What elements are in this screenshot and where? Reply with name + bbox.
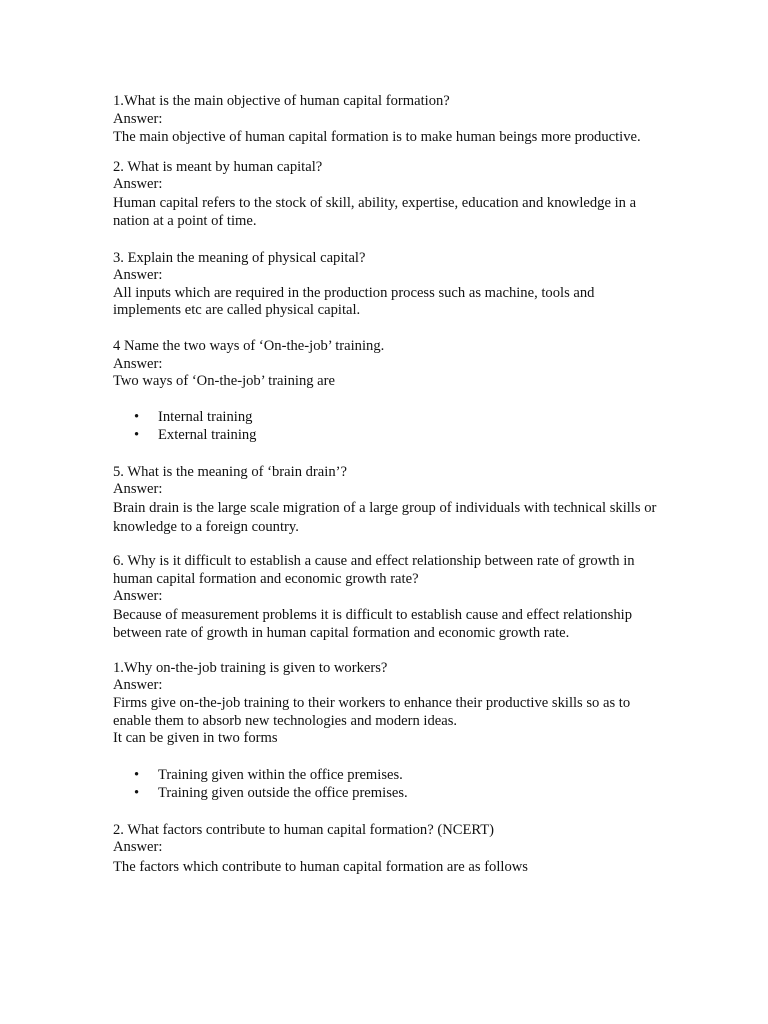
answer-text: Because of measurement problems it is difficult to establish cause and effect relationship between rate of growth in human capital formation and economic growth rate.	[113, 606, 633, 642]
list-item	[113, 426, 658, 444]
document-page	[113, 93, 658, 878]
answer-text: The factors which contribute to human capital formation are as follows	[113, 858, 528, 875]
bullet-icon: •	[134, 426, 140, 443]
question-text: 4 Name the two ways of ‘On-the-job’ training.	[113, 338, 385, 355]
question-text: 1.Why on-the-job training is given to workers?	[113, 659, 388, 676]
spacer	[113, 391, 658, 408]
bullet-list	[113, 766, 658, 802]
bullet-icon: •	[134, 766, 140, 783]
answer-label: Answer:	[113, 839, 163, 856]
qa-block	[113, 250, 658, 319]
question-text: 2. What is meant by human capital?	[113, 158, 323, 175]
qa-block	[113, 159, 658, 231]
answer-label: Answer:	[113, 176, 163, 193]
list-item	[113, 408, 658, 426]
qa-block	[113, 660, 658, 802]
bullet-icon: •	[134, 408, 140, 425]
bullet-list	[113, 408, 658, 444]
list-item	[113, 784, 658, 802]
answer-text: Human capital refers to the stock of skill, ability, expertise, education and knowledge in a nation at a point of time.	[113, 194, 637, 230]
qa-block	[113, 822, 658, 878]
list-item	[113, 766, 658, 784]
answer-extra-text: It can be given in two forms	[113, 730, 278, 747]
question-text: 5. What is the meaning of ‘brain drain’?	[113, 463, 347, 480]
answer-text: The main objective of human capital formation is to make human beings more productive.	[113, 129, 641, 146]
answer-label: Answer:	[113, 481, 163, 498]
list-item-text: External training	[158, 426, 257, 443]
qa-block	[113, 338, 658, 444]
question-text: 6. Why is it difficult to establish a cause and effect relationship between rate of growth in human capital formation and economic growth rate?	[113, 553, 635, 587]
qa-block	[113, 464, 658, 536]
question-text: 2. What factors contribute to human capital formation? (NCERT)	[113, 821, 495, 838]
bullet-icon: •	[134, 784, 140, 801]
list-item-text: Training given outside the office premises.	[158, 784, 408, 801]
spacer	[113, 802, 658, 822]
answer-text: Firms give on-the-job training to their workers to enhance their productive skills so as to enable them to absorb new technologies and modern ideas.	[113, 695, 631, 729]
list-item-text: Training given within the office premises.	[158, 766, 403, 783]
answer-label: Answer:	[113, 110, 163, 127]
spacer	[113, 444, 658, 464]
list-item-text: Internal training	[158, 408, 253, 425]
answer-label: Answer:	[113, 588, 163, 605]
answer-label: Answer:	[113, 677, 163, 694]
question-text: 3. Explain the meaning of physical capital?	[113, 249, 366, 266]
spacer	[113, 231, 658, 250]
answer-label: Answer:	[113, 355, 163, 372]
qa-block	[113, 553, 658, 643]
spacer	[113, 748, 658, 766]
qa-block	[113, 93, 658, 147]
spacer	[113, 147, 658, 159]
answer-text: Brain drain is the large scale migration of a large group of individuals with technical skills or knowledge to a foreign country.	[113, 500, 657, 535]
spacer	[113, 536, 658, 553]
answer-text: Two ways of ‘On-the-job’ training are	[113, 373, 335, 390]
question-text: 1.What is the main objective of human capital formation?	[113, 93, 450, 109]
spacer	[113, 643, 658, 660]
answer-text: All inputs which are required in the production process such as machine, tools and implements etc are called physical capital.	[113, 285, 595, 319]
spacer	[113, 319, 658, 338]
answer-label: Answer:	[113, 267, 163, 284]
